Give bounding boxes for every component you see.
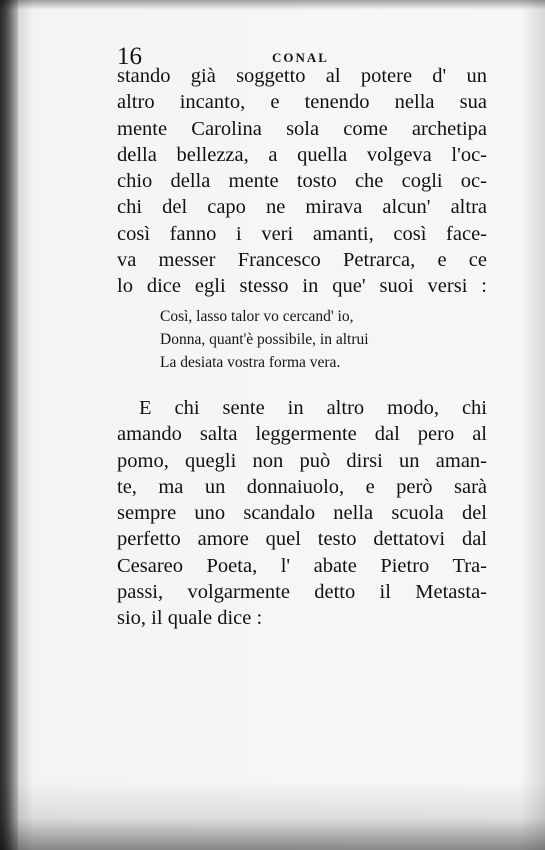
paragraph-1 xyxy=(117,63,487,300)
page-bottom-edge xyxy=(0,780,545,850)
text-line: perfetto amore quel testo dettatovi dal xyxy=(117,528,487,551)
text-line: pomo, quegli non può dirsi un aman- xyxy=(117,449,487,472)
text-line: lo dice egli stesso in que' suoi versi : xyxy=(117,275,487,298)
text-line: Cesareo Poeta, l' abate Pietro Tra- xyxy=(117,554,487,577)
text-line: passi, volgarmente detto il Metasta- xyxy=(117,581,487,604)
paragraph-2 xyxy=(117,395,487,632)
running-head: CONAL xyxy=(272,50,329,65)
text-line: sio, il quale dice : xyxy=(117,607,263,630)
text-line: altro incanto, e tenendo nella sua xyxy=(117,91,487,114)
text-line: amando salta leggermente dal pero al xyxy=(117,423,487,446)
text-line: così fanno i veri amanti, così face- xyxy=(117,222,487,245)
text-line: te, ma un donnaiuolo, e però sarà xyxy=(117,475,487,498)
text-line: della bellezza, a quella volgeva l'oc- xyxy=(117,143,487,166)
text-line: mente Carolina sola come archetipa xyxy=(117,117,487,140)
verse-line: Donna, quant'è possibile, in altrui xyxy=(160,331,369,348)
page-top-shadow xyxy=(0,0,545,10)
verse-line: La desiata vostra forma vera. xyxy=(160,354,341,371)
text-line: E chi sente in altro modo, chi xyxy=(139,397,487,419)
text-line: chi del capo ne mirava alcun' altra xyxy=(117,196,487,219)
binding-gutter xyxy=(0,0,18,850)
page-number: 16 xyxy=(117,43,142,70)
text-line: va messer Francesco Petrarca, e ce xyxy=(117,249,487,272)
verse-quotation xyxy=(160,305,490,374)
text-line: stando già soggetto al potere d' un xyxy=(117,65,487,87)
verse-line: Così, lasso talor vo cercand' io, xyxy=(160,308,354,325)
text-line: sempre uno scandalo nella scuola del xyxy=(117,502,487,525)
text-line: chio della mente tosto che cogli oc- xyxy=(117,170,487,193)
